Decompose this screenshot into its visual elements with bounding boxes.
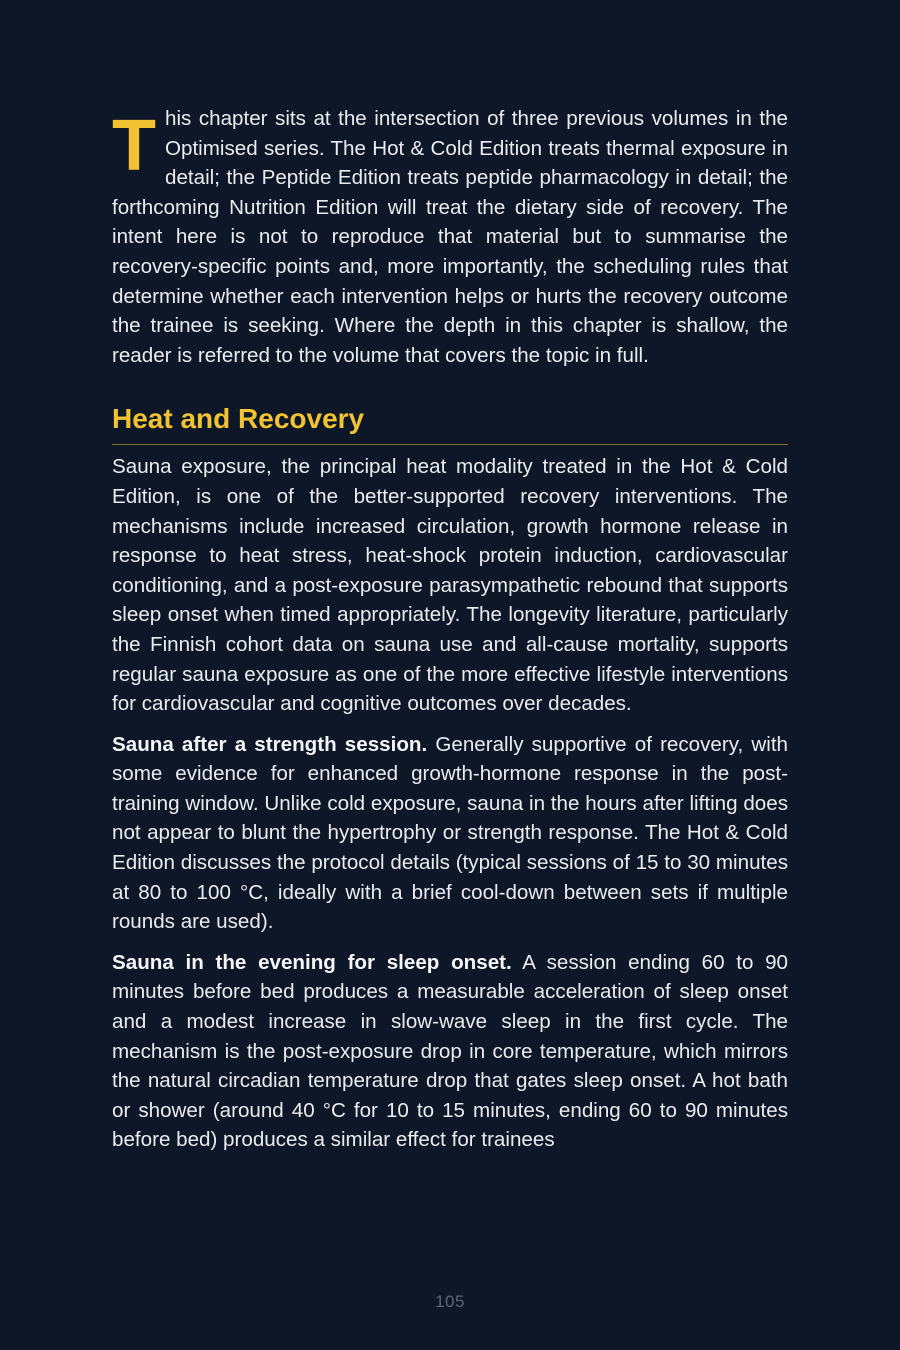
text-column [112,104,788,1155]
intro-paragraph [112,104,788,370]
paragraph-text: A session ending 60 to 90 minutes before bed produces a measurable acceleration of sleep onset and a modest increase in slow-wave sleep in the first cycle. The mechanism is the post-exposure drop in core temperature, which mirrors the natural circadian temperature drop that gates sleep onset. A hot bath or shower (around 40 °C for 10 to 15 minutes, ending 60 to 90 minutes before bed) produces a similar effect for trainees [112,950,789,1152]
page-number: 105 [435,1292,465,1311]
sauna-evening-paragraph [112,948,788,1155]
paragraph-lead: Sauna after a strength session. [112,732,428,756]
paragraph-lead: Sauna in the evening for sleep onset. [112,950,512,974]
paragraph-text: Generally supportive of recovery, with some evidence for enhanced growth-hormone response in the post-training window. Unlike cold exposure, sauna in the hours after lifting does not appear to blunt the hypertrophy or strength response. The Hot & Cold Edition discusses the protocol details (typical sessions of 15 to 30 minutes at 80 to 100 °C, ideally with a brief cool-down between sets if multiple rounds are used). [112,732,788,934]
sauna-after-strength-paragraph [112,730,788,937]
intro-text: his chapter sits at the intersection of three previous volumes in the Optimised series. The Hot & Cold Edition treats thermal exposure in detail; the Peptide Edition treats peptide pharmacology in detail; the forthcoming Nutrition Edition will treat the dietary side of recovery. The intent here is not to reproduce that material but to summarise the recovery-specific points and, more importantly, the scheduling rules that determine whether each intervention helps or hurts the recovery outcome the trainee is seeking. Where the depth in this chapter is shallow, the reader is referred to the volume that covers the topic in full. [112,107,788,367]
section-heading: Heat and Recovery [112,402,788,445]
drop-cap: T [112,106,156,186]
section-body-paragraph: Sauna exposure, the principal heat modality treated in the Hot & Cold Edition, is one of the better-supported recovery interventions. The mechanisms include increased circulation, growth hormone release in response to heat stress, heat-shock protein induction, cardiovascular conditioning, and a post-exposure parasympathetic rebound that supports sleep onset when timed appropriately. The longevity literature, particularly the Finnish cohort data on sauna use and all-cause mortality, supports regular sauna exposure as one of the more effective lifestyle interventions for cardiovascular and cognitive outcomes over decades. [112,455,788,716]
